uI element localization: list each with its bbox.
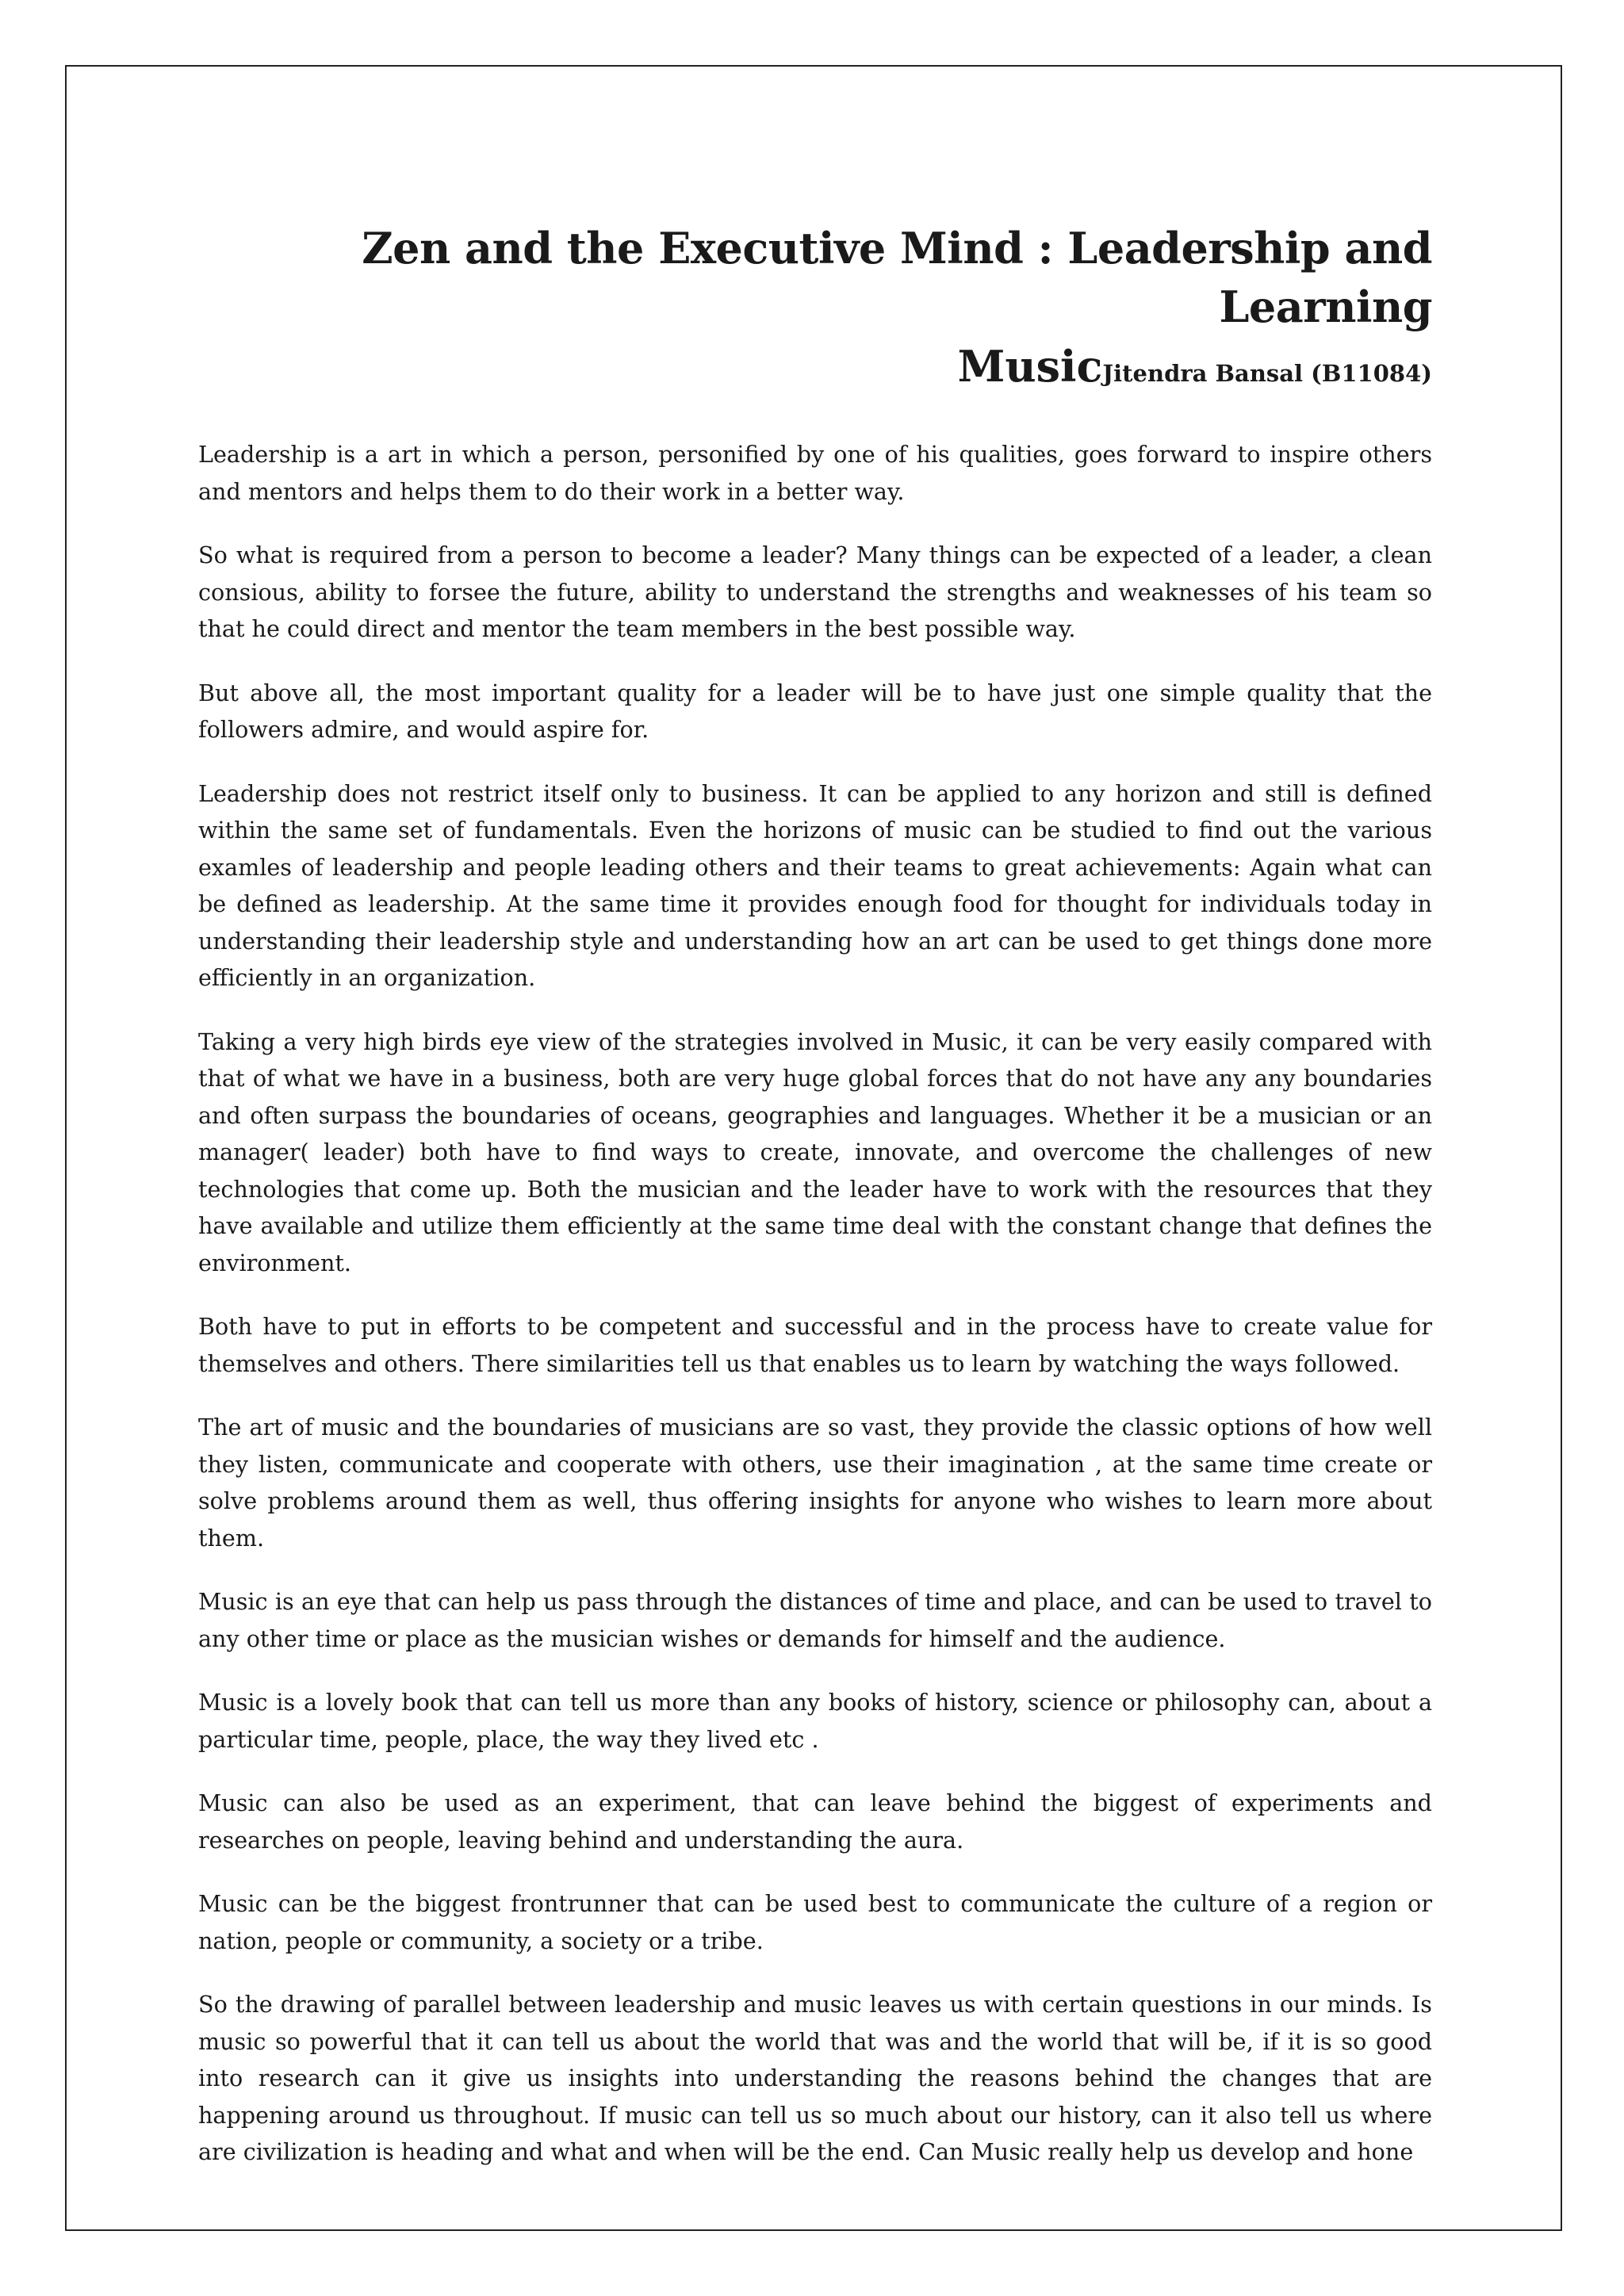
paragraph: Both have to put in efforts to be competent and successful and in the process have to create value for themselves and others. There similarities tell us that enables us to learn by watching the ways followed. bbox=[198, 1313, 1432, 1377]
paragraph: So what is required from a person to become a leader? Many things can be expected of a leader, a clean consious, ability to forsee the future, ability to understand the strengths and weaknesses of his team so that he could direct and mentor the team members in the best possible way. bbox=[198, 541, 1432, 642]
paragraph: So the drawing of parallel between leadership and music leaves us with certain questions in our minds. Is music so powerful that it can tell us about the world that was and the world that will be, if it is so good into research can it give us insights into understanding the reasons behind the changes that are happening around us throughout. If music can tell us so much about our history, can it also tell us where are civilization is heading and what and when will be the end. Can Music really help us develop and hone bbox=[198, 1991, 1432, 2165]
paragraph: Taking a very high birds eye view of the strategies involved in Music, it can be very easily compared with that of what we have in a business, both are very huge global forces that do not have any any boundaries and often surpass the boundaries of oceans, geographies and languages. Whether it be a musician or an manager( leader) both have to find ways to create, innovate, and overcome the challenges of new technologies that come up. Both the musician and the leader have to work with the resources that they have available and utilize them efficiently at the same time deal with the constant change that defines the environment. bbox=[198, 1027, 1432, 1276]
paragraph: Music can also be used as an experiment, that can leave behind the biggest of experiments and researches on people, leaving behind and understanding the aura. bbox=[198, 1789, 1432, 1854]
title-block bbox=[198, 219, 1432, 408]
title-continuation: Music bbox=[957, 341, 1103, 392]
paragraph: Leadership does not restrict itself only to business. It can be applied to any horizon and still is defined within the same set of fundamentals. Even the horizons of music can be studied to find out the various examles of leadership and people leading others and their teams to great achievements: Again what can be defined as leadership. At the same time it provides enough food for thought for individuals today in understanding their leadership style and understanding how an art can be used to get things done more efficiently in an organization. bbox=[198, 779, 1432, 991]
paragraph: Music can be the biggest frontrunner that can be used best to communicate the culture of a region or nation, people or community, a society or a tribe. bbox=[198, 1890, 1432, 1954]
paragraph: Leadership is a art in which a person, personified by one of his qualities, goes forward to inspire others and mentors and helps them to do their work in a better way. bbox=[198, 441, 1432, 505]
document-title: Zen and the Executive Mind : Leadership and Learning bbox=[362, 223, 1432, 332]
title-line-2 bbox=[198, 336, 1432, 408]
paragraph: But above all, the most important quality for a leader will be to have just one simple quality that the followers admire, and would aspire for. bbox=[198, 679, 1432, 743]
paragraph: Music is a lovely book that can tell us more than any books of history, science or philosophy can, about a particular time, people, place, the way they lived etc . bbox=[198, 1689, 1432, 1753]
document-body bbox=[198, 219, 1432, 2198]
author-name: Jitendra Bansal (B11084) bbox=[1102, 360, 1432, 387]
paragraph: Music is an eye that can help us pass through the distances of time and place, and can be used to travel to any other time or place as the musician wishes or demands for himself and the audience. bbox=[198, 1588, 1432, 1652]
paragraph: The art of music and the boundaries of musicians are so vast, they provide the classic options of how well they listen, communicate and cooperate with others, use their imagination , at the same time create or solve problems around them as well, thus offering insights for anyone who wishes to learn more about them. bbox=[198, 1414, 1432, 1552]
